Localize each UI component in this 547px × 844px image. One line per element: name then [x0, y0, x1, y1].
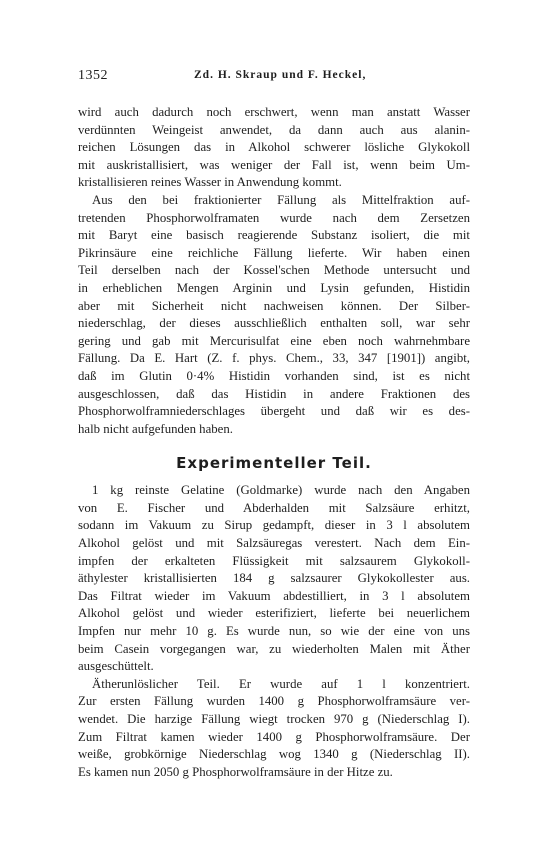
paragraph [78, 676, 470, 782]
paragraph [78, 104, 470, 192]
text-line: gering und gab mit Mercurisulfat eine eben noch wahrnehmbare [78, 333, 470, 348]
text-line: Es kamen nun 2050 g Phosphorwolframsäure in der Hitze zu. [78, 764, 393, 779]
page-number: 1352 [78, 68, 108, 83]
text-line: ausgeschlossen, daß das Histidin in andere Fraktionen des [78, 386, 470, 401]
text-line: Phosphorwolframniederschlages übergeht und daß wir es des- [78, 404, 470, 419]
text-line: Alkohol gelöst und wieder esterifiziert, lieferte bei neuerlichem [78, 606, 470, 621]
paragraph [78, 482, 470, 676]
text-line: halb nicht aufgefunden haben. [78, 421, 233, 436]
text-line: mit Baryt eine basisch reagierende Substanz isoliert, die mit [78, 228, 470, 243]
text-line: äthylester kristallisierten 184 g salzsaurer Glykokollester aus. [78, 571, 470, 586]
text-line: Pikrinsäure eine reichliche Fällung lieferte. Wir haben einen [78, 245, 470, 260]
text-line: ausgeschüttelt. [78, 659, 154, 674]
text-line: beim Casein vorgegangen war, zu wiederholten Malen mit Äther [78, 641, 470, 656]
text-block-after [78, 482, 470, 781]
text-line: von E. Fischer und Abderhalden mit Salzsäure erhitzt, [78, 500, 470, 515]
text-line: Teil derselben nach der Kossel'schen Methode untersucht und [78, 263, 470, 278]
text-line: Ätherunlöslicher Teil. Er wurde auf 1 l konzentriert. [92, 676, 470, 691]
text-line: Zum Filtrat kamen wieder 1400 g Phosphorwolframsäure. Der [78, 729, 470, 744]
text-line: 1 kg reinste Gelatine (Goldmarke) wurde nach den Angaben [92, 483, 470, 498]
running-title: Zd. H. Skraup und F. Heckel, [194, 69, 367, 81]
text-line: Das Filtrat wieder im Vakuum abdestilliert, in 3 l absolutem [78, 588, 470, 603]
text-block-before [78, 104, 470, 438]
text-line: aber mit Sicherheit nicht nachweisen können. Der Silber- [78, 298, 470, 313]
section-heading: Experimenteller Teil. [176, 454, 372, 473]
text-line: kristallisieren reines Wasser in Anwendung kommt. [78, 175, 342, 190]
text-line: Aus den bei fraktionierter Fällung als Mittelfraktion auf- [92, 192, 470, 207]
page-body [78, 104, 470, 781]
text-line: Zur ersten Fällung wurden 1400 g Phosphorwolframsäure ver- [78, 694, 470, 709]
text-line: Fällung. Da E. Hart (Z. f. phys. Chem., 33, 347 [1901]) angibt, [78, 351, 470, 366]
text-line: daß im Glutin 0·4% Histidin vorhanden sind, ist es nicht [78, 368, 470, 383]
text-line: wird auch dadurch noch erschwert, wenn man anstatt Wasser [78, 105, 470, 119]
text-line: wendet. Die harzige Fällung wiegt trocken 970 g (Niederschlag I). [78, 712, 470, 726]
text-line: verdünnten Weingeist anwendet, da dann auch aus alanin- [78, 122, 470, 137]
text-line: tretenden Phosphorwolframaten wurde nach dem Zersetzen [78, 210, 470, 225]
text-line: Impfen nur mehr 10 g. Es wurde nun, so wie der eine von uns [78, 624, 470, 639]
text-line: mit auskristallisiert, was weniger der Fall ist, wenn beim Um- [78, 157, 470, 172]
page-header [78, 68, 470, 88]
text-line: niederschlag, der dieses ausschließlich enthalten soll, war sehr [78, 316, 470, 331]
text-line: Alkohol gelöst und mit Salzsäuregas verestert. Nach dem Ein- [78, 536, 470, 551]
text-line: weiße, grobkörnige Niederschlag wog 1340 g (Niederschlag II). [78, 747, 470, 762]
paragraph [78, 192, 470, 438]
text-line: reichen Lösungen das in Alkohol schwerer lösliche Glykokoll [78, 140, 470, 155]
text-line: in erheblichen Mengen Arginin und Lysin gefunden, Histidin [78, 280, 470, 295]
text-line: impfen der erkalteten Flüssigkeit mit salzsaurem Glykokoll- [78, 553, 470, 568]
text-line: sodann im Vakuum zu Sirup gedampft, dieser in 3 l absolutem [78, 518, 470, 533]
